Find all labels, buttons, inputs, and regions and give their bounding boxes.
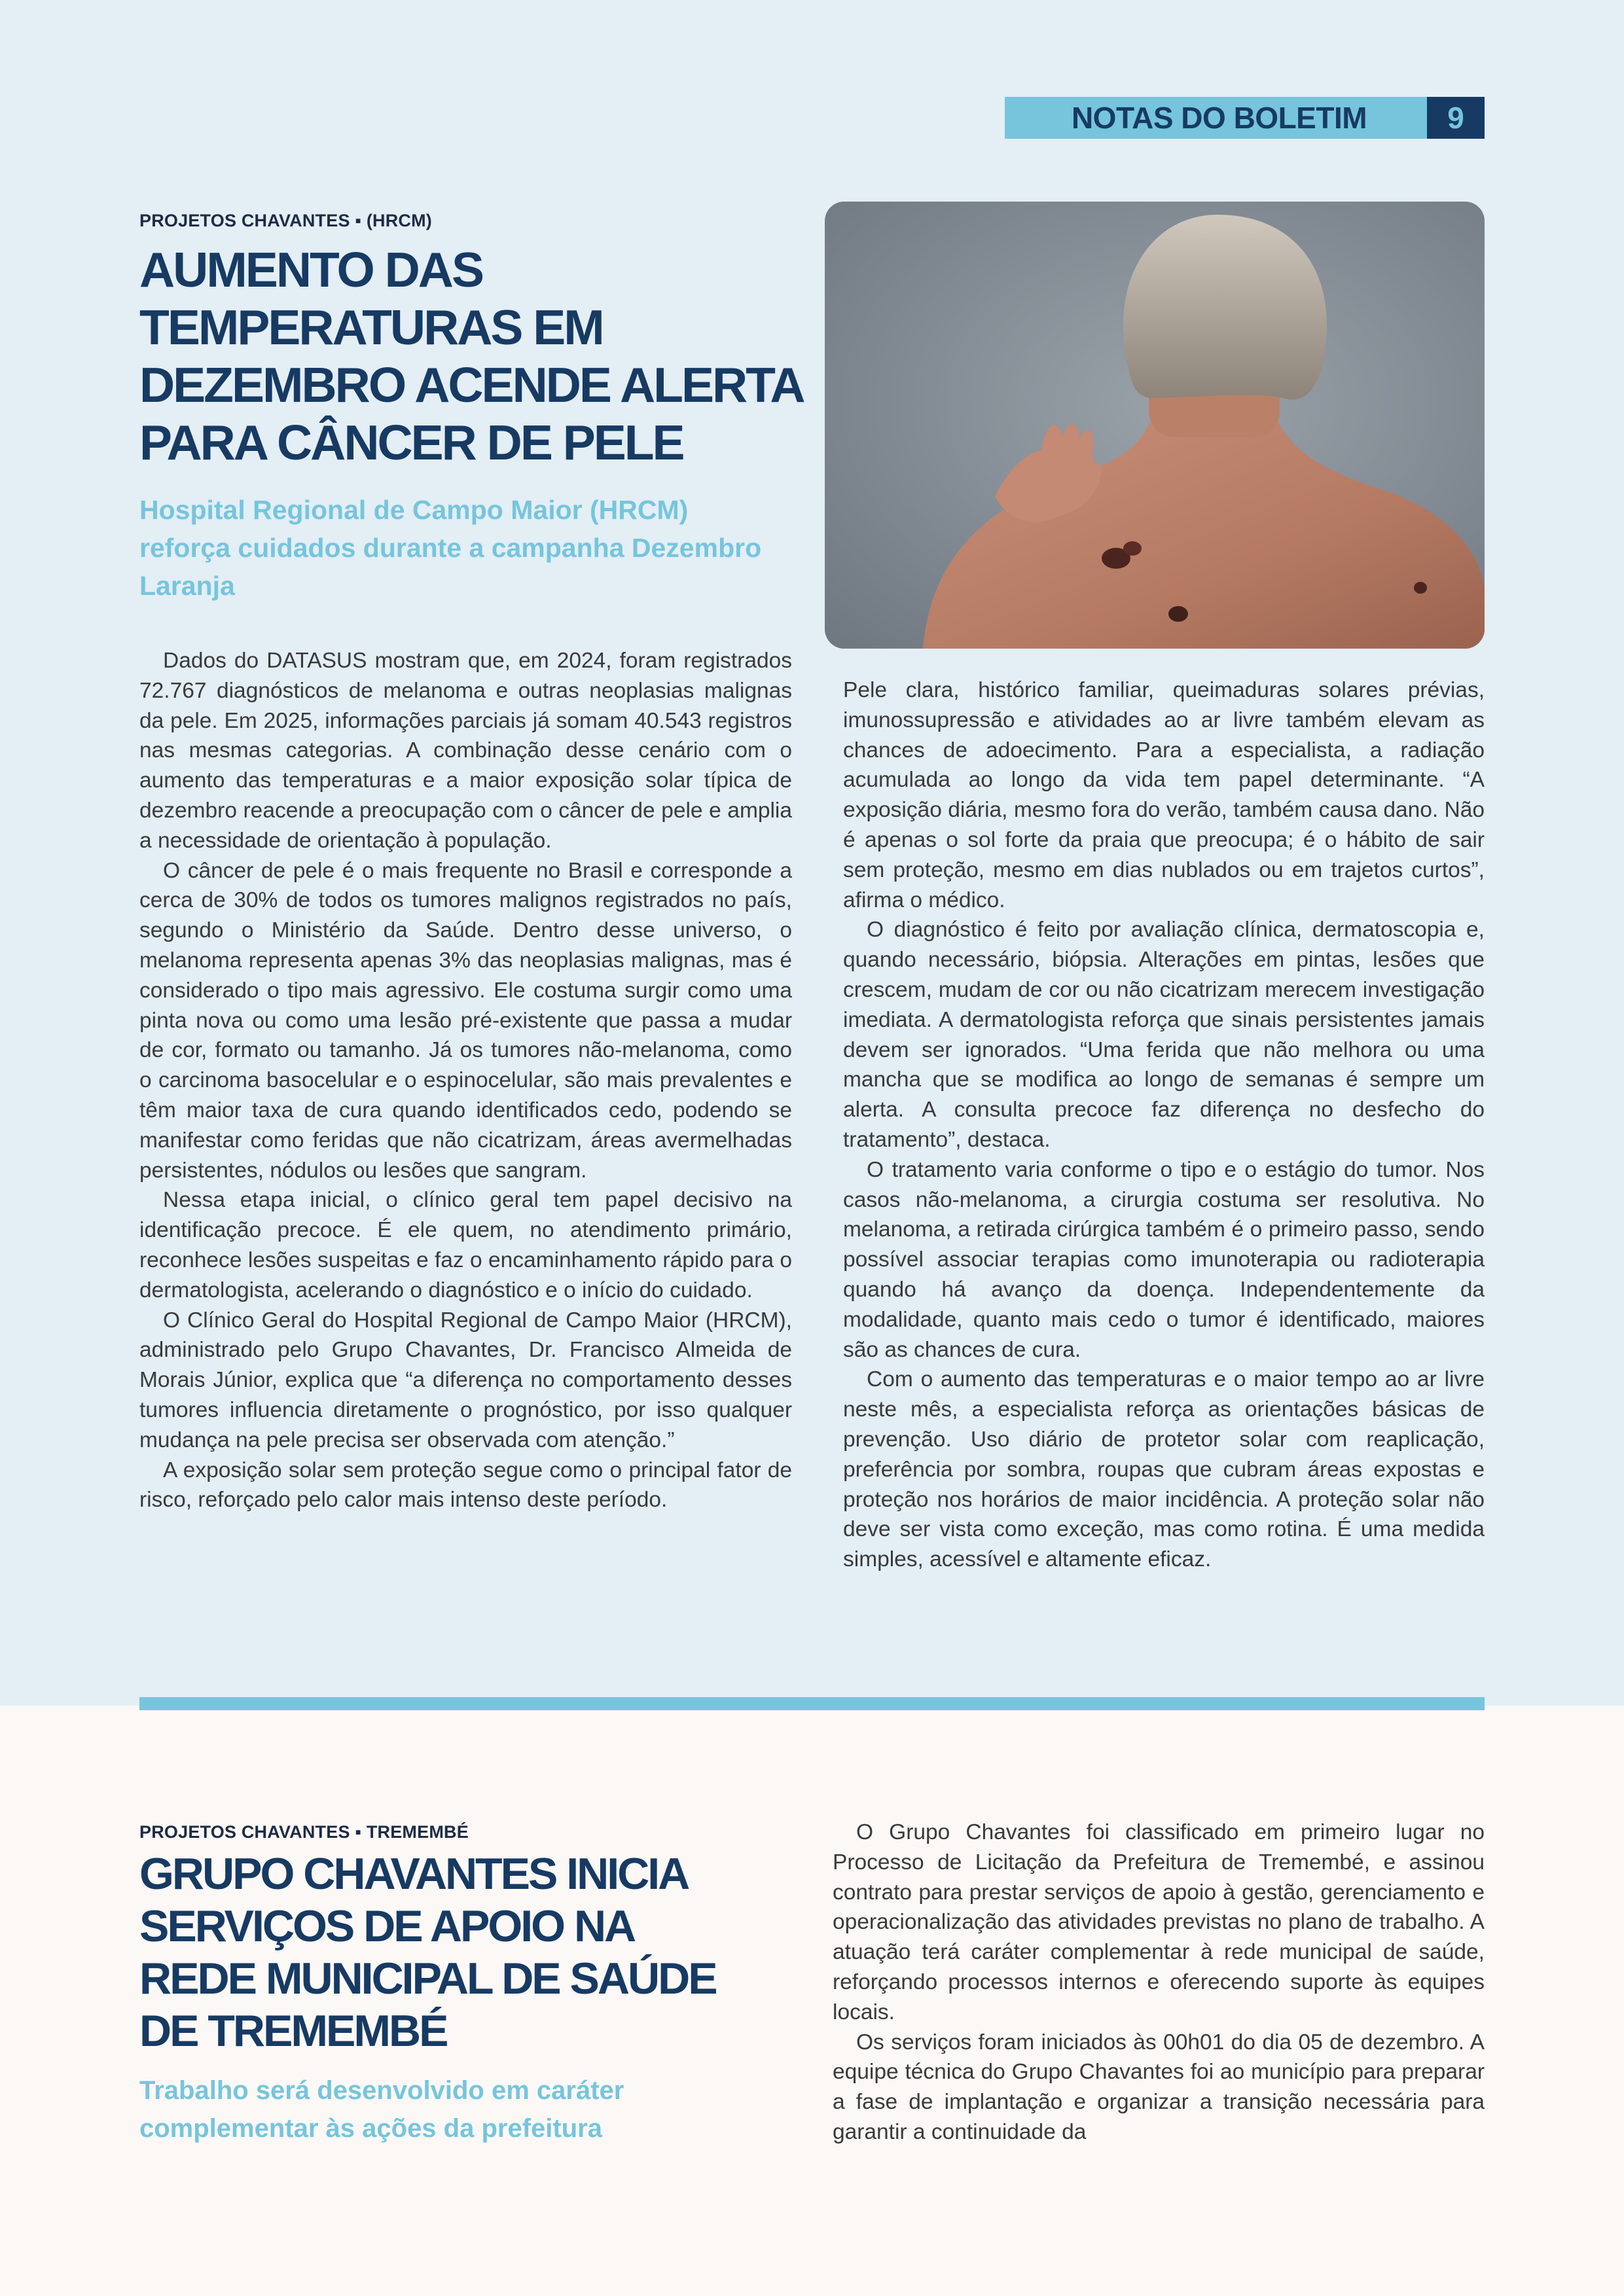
section-label: NOTAS DO BOLETIM xyxy=(1005,97,1427,139)
headline-line: DEZEMBRO ACENDE ALERTA xyxy=(139,357,804,412)
deck-line: complementar às ações da prefeitura xyxy=(139,2114,602,2143)
page-header xyxy=(1005,97,1485,139)
headline-line: AUMENTO DAS xyxy=(139,242,482,297)
headline-line: GRUPO CHAVANTES INICIA xyxy=(139,1849,689,1899)
article1-column-2 xyxy=(843,675,1485,1575)
paragraph: O Grupo Chavantes foi classificado em primeiro lugar no Processo de Licitação da Prefeitura de Tremembé, e assinou contrato para prestar serviços de apoio à gestão, gerenciamento e operacionalização das atividades previstas no plano de trabalho. A atuação terá caráter complementar à rede municipal de saúde, reforçando processos internos e oferecendo suporte às equipes locais. xyxy=(833,1820,1485,2024)
paragraph: O câncer de pele é o mais frequente no Brasil e corresponde a cerca de 30% de todos os tumores malignos registrados no país, segundo o Ministério da Saúde. Dentro desse universo, o melanoma representa apenas 3% das neoplasias malignas, mas é considerado o tipo mais agressivo. Ele costuma surgir como uma pinta nova ou como uma lesão pré-existente que passa a mudar de cor, formato ou tamanho. Já os tumores não-melanoma, como o carcinoma basocelular e o espinocelular, são mais prevalentes e têm maior taxa de cura quando identificados cedo, podendo se manifestar como feridas que não cicatrizam, áreas avermelhadas persistentes, nódulos ou lesões que sangram. xyxy=(139,858,792,1183)
article1-photo-skin-lesions xyxy=(825,202,1485,649)
headline-line: SERVIÇOS DE APOIO NA xyxy=(139,1901,635,1951)
article2-headline xyxy=(139,1848,716,2057)
article1-column-1 xyxy=(139,646,792,1515)
section-divider xyxy=(139,1697,1485,1710)
paragraph: Dados do DATASUS mostram que, em 2024, foram registrados 72.767 diagnósticos de melanoma e outras neoplasias malignas da pele. Em 2025, informações parciais já somam 40.543 registros nas mesmas categorias. A combinação desse cenário com o aumento das temperaturas e a maior exposição solar típica de dezembro reacende a preocupação com o câncer de pele e amplia a necessidade de orientação à população. xyxy=(139,649,792,853)
paragraph: Pele clara, histórico familiar, queimaduras solares prévias, imunossupressão e atividades ao ar livre também elevam as chances de adoecimento. Para a especialista, a radiação acumulada ao longo da vida tem papel determinante. “A exposição diária, mesmo fora do verão, também causa dano. Não é apenas o sol forte da praia que preocupa; é o hábito de sair sem proteção, mesmo em dias nublados ou em trajetos curtos”, afirma o médico. xyxy=(843,678,1485,912)
paragraph: A exposição solar sem proteção segue como o principal fator de risco, reforçado pelo calor mais intenso deste período. xyxy=(139,1458,792,1513)
deck-line: Laranja xyxy=(139,571,235,601)
deck-line: reforça cuidados durante a campanha Dezembro xyxy=(139,533,762,563)
paragraph: Nessa etapa inicial, o clínico geral tem papel decisivo na identificação precoce. É ele quem, no atendimento primário, reconhece lesões suspeitas e faz o encaminhamento rápido para o dermatologista, acelerando o diagnóstico e o início do cuidado. xyxy=(139,1188,792,1302)
headline-line: REDE MUNICIPAL DE SAÚDE xyxy=(139,1954,716,2003)
headline-line: PARA CÂNCER DE PELE xyxy=(139,415,683,470)
article1-kicker: PROJETOS CHAVANTES ▪ (HRCM) xyxy=(139,211,432,230)
headline-line: TEMPERATURAS EM xyxy=(139,300,603,355)
paragraph: O diagnóstico é feito por avaliação clínica, dermatoscopia e, quando necessário, biópsia. Alterações em pintas, lesões que crescem, mudam de cor ou não cicatrizam merecem investigação imediata. A dermatologista reforça que sinais persistentes jamais devem ser ignorados. “Uma ferida que não melhora ou uma mancha que se modifica ao longo de semanas é sempre um alerta. A consulta precoce faz diferença no desfecho do tratamento”, destaca. xyxy=(843,918,1485,1152)
paragraph: Os serviços foram iniciados às 00h01 do dia 05 de dezembro. A equipe técnica do Grupo Chavantes foi ao município para preparar a fase de implantação e organizar a transição necessária para garantir a continuidade da xyxy=(833,2030,1485,2144)
headline-line: DE TREMEMBÉ xyxy=(139,2006,447,2056)
paragraph: O Clínico Geral do Hospital Regional de Campo Maior (HRCM), administrado pelo Grupo Chavantes, Dr. Francisco Almeida de Morais Júnior, explica que “a diferença no comportamento desses tumores influencia diretamente o prognóstico, por isso qualquer mudança na pele precisa ser observada com atenção.” xyxy=(139,1308,792,1452)
back-photo-illustration xyxy=(825,202,1485,649)
paragraph: Com o aumento das temperaturas e o maior tempo ao ar livre neste mês, a especialista reforça as orientações básicas de prevenção. Uso diário de protetor solar com reaplicação, preferência por sombra, roupas que cubram áreas expostas e proteção nos horários de maior incidência. A proteção solar não deve ser vista como exceção, mas como rotina. É uma medida simples, acessível e altamente eficaz. xyxy=(843,1367,1485,1572)
article2-deck xyxy=(139,2072,624,2147)
page-number: 9 xyxy=(1427,97,1485,139)
deck-line: Trabalho será desenvolvido em caráter xyxy=(139,2076,624,2105)
article2-kicker: PROJETOS CHAVANTES ▪ TREMEMBÉ xyxy=(139,1822,469,1842)
deck-line: Hospital Regional de Campo Maior (HRCM) xyxy=(139,495,689,525)
article2-column-2 xyxy=(833,1818,1485,2147)
article1-headline xyxy=(139,241,804,471)
article1-deck xyxy=(139,491,761,605)
paragraph: O tratamento varia conforme o tipo e o estágio do tumor. Nos casos não-melanoma, a cirurgia costuma ser resolutiva. No melanoma, a retirada cirúrgica também é o primeiro passo, sendo possível associar terapias como imunoterapia ou radioterapia quando há avanço da doença. Independentemente da modalidade, quanto mais cedo o tumor é identificado, maiores são as chances de cura. xyxy=(843,1157,1485,1362)
